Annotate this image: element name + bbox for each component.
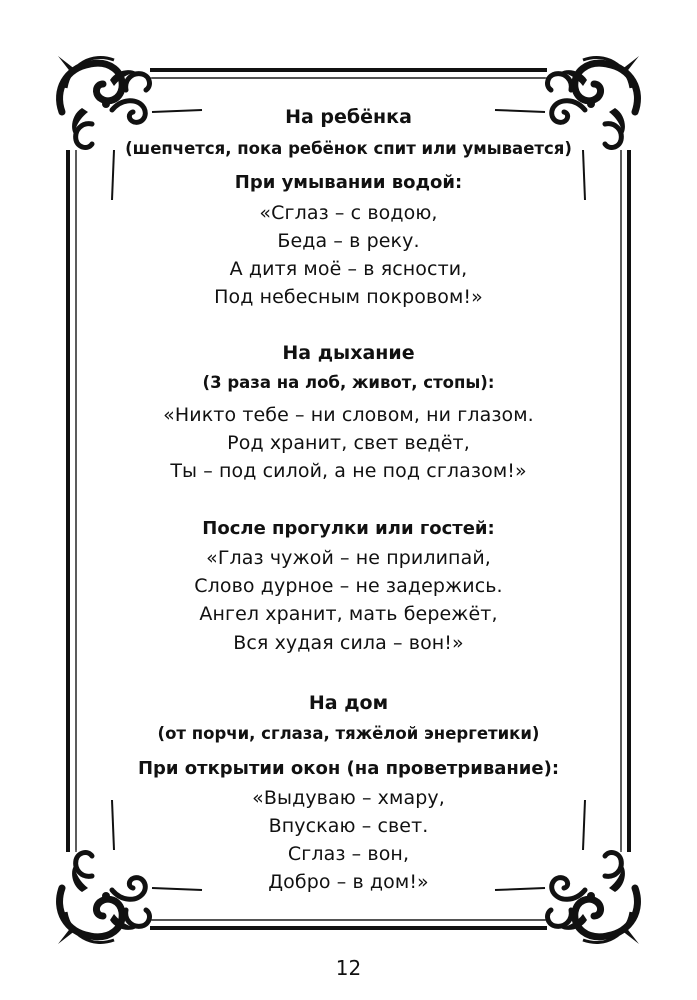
section-title-home: На дом xyxy=(308,692,389,714)
washing-line-4: Под небесным покровом!» xyxy=(214,286,483,308)
washing-line-1: «Сглаз – с водою, xyxy=(259,202,438,224)
after-walk-line-3: Ангел хранит, мать бережёт, xyxy=(199,603,498,625)
windows-heading: При открытии окон (на проветривание): xyxy=(137,758,560,779)
after-walk-line-4: Вся худая сила – вон!» xyxy=(233,632,464,654)
section-note-home: (от порчи, сглаза, тяжёлой энергетики) xyxy=(157,724,540,743)
breath-heading: На дыхание xyxy=(282,342,415,364)
washing-line-3: А дитя моё – в ясности, xyxy=(229,258,468,280)
washing-heading: При умывании водой: xyxy=(234,172,463,193)
breath-line-1: «Никто тебе – ни словом, ни глазом. xyxy=(163,404,534,426)
breath-line-3: Ты – под силой, а не под сглазом!» xyxy=(170,460,527,482)
section-note-child: (шепчется, пока ребёнок спит или умывается) xyxy=(125,139,572,158)
windows-line-3: Сглаз – вон, xyxy=(287,843,410,865)
breath-line-2: Род хранит, свет ведёт, xyxy=(227,432,470,454)
windows-line-2: Впускаю – свет. xyxy=(268,815,429,837)
page-number: 12 xyxy=(335,956,362,980)
windows-line-1: «Выдуваю – хмару, xyxy=(252,787,445,809)
windows-line-4: Добро – в дом!» xyxy=(268,871,429,893)
washing-line-2: Беда – в реку. xyxy=(277,230,420,252)
breath-note: (3 раза на лоб, живот, стопы): xyxy=(202,373,495,392)
after-walk-heading: После прогулки или гостей: xyxy=(202,518,495,539)
after-walk-line-2: Слово дурное – не задержись. xyxy=(194,575,503,597)
section-title-child: На ребёнка xyxy=(285,106,412,128)
after-walk-line-1: «Глаз чужой – не прилипай, xyxy=(206,547,491,569)
